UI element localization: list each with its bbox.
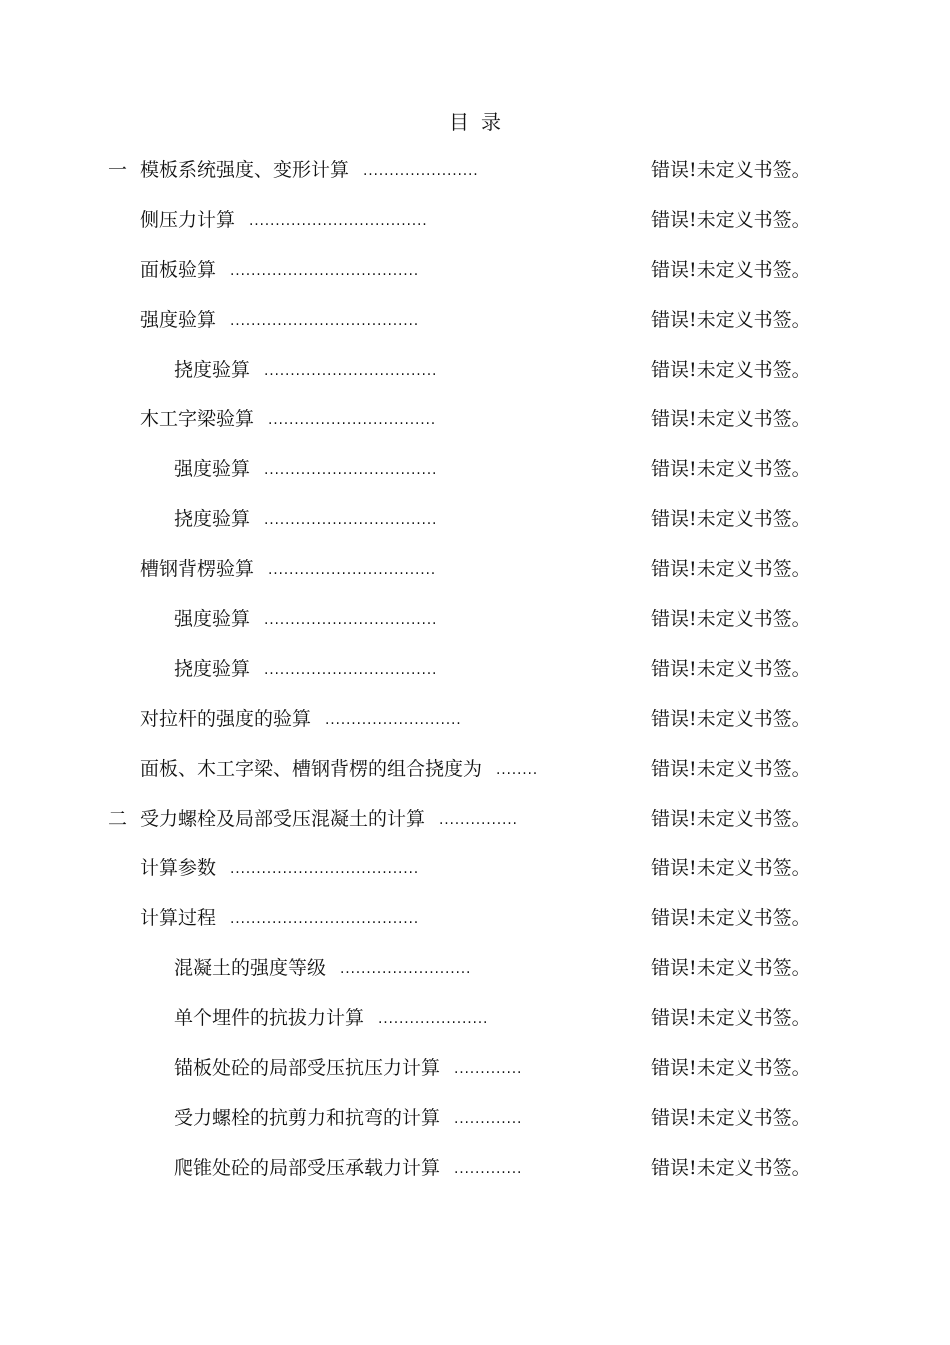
toc-entry-label: 模板系统强度、变形计算 [140,159,350,181]
toc-entry-page-ref[interactable]: 错误!未定义书签。 [651,558,811,581]
toc-entry-title[interactable] [174,1100,522,1137]
toc-dot-leader: ................................ [268,412,437,429]
toc-entry-label: 受力螺栓及局部受压混凝土的计算 [140,807,426,830]
toc-entry-title[interactable] [174,651,437,688]
toc-entry-label: 受力螺栓的抗剪力和抗弯的计算 [174,1106,441,1129]
toc-entry-page-ref[interactable]: 错误!未定义书签。 [651,159,811,181]
toc-entry[interactable] [0,850,950,900]
toc-entry-page-ref[interactable]: 错误!未定义书签。 [651,308,811,331]
toc-entry-page-ref[interactable]: 错误!未定义书签。 [651,757,811,780]
toc-entry-page-ref[interactable]: 错误!未定义书签。 [651,707,811,730]
toc-entry-label: 计算过程 [140,907,217,930]
toc-entry-label: 挠度验算 [174,657,251,680]
toc-entry[interactable] [0,302,950,352]
toc-dot-leader: ............. [454,1061,523,1078]
toc-entry-page-ref[interactable]: 错误!未定义书签。 [651,657,811,680]
toc-entry[interactable] [0,202,950,252]
toc-entry-page-ref[interactable]: 错误!未定义书签。 [651,1106,811,1129]
toc-entry[interactable] [0,1000,950,1050]
toc-entry-page-ref[interactable]: 错误!未定义书签。 [651,458,811,481]
toc-entry[interactable] [0,801,950,851]
toc-entry-label: 挠度验算 [174,358,251,381]
toc-entry-title[interactable] [140,701,462,738]
toc-entry-label: 面板验算 [140,258,217,281]
toc-entry-number: 一 [108,159,128,181]
toc-entry-label: 强度验算 [174,458,251,481]
toc-dot-leader: .................................... [230,911,420,928]
toc-entry[interactable] [0,751,950,801]
toc-dot-leader: .................................. [249,212,428,229]
toc-entry-label: 槽钢背楞验算 [140,558,255,581]
toc-entry-title[interactable] [174,950,471,987]
toc-dot-leader: ................................. [264,661,438,678]
toc-entry-page-ref[interactable]: 错误!未定义书签。 [651,807,811,830]
toc-entry-title[interactable] [174,1150,522,1187]
toc-entry[interactable] [0,900,950,950]
toc-entry-page-ref[interactable]: 错误!未定义书签。 [651,957,811,980]
toc-entry-title[interactable] [140,551,436,588]
toc-entry-page-ref[interactable]: 错误!未定义书签。 [651,1057,811,1080]
toc-entry-title[interactable] [140,801,518,838]
toc-dot-leader: .................................... [230,312,420,329]
toc-entry-number: 二 [108,807,128,830]
toc-dot-leader: ................................. [264,512,438,529]
toc-entry-title[interactable] [140,401,436,438]
toc-entry[interactable] [0,1150,950,1200]
toc-entry-title[interactable] [140,152,479,189]
toc-entry[interactable] [0,950,950,1000]
toc-entry[interactable] [0,501,950,551]
toc-entry-page-ref[interactable]: 错误!未定义书签。 [651,358,811,381]
toc-entry[interactable] [0,551,950,601]
toc-dot-leader: .................................... [230,262,420,279]
toc-dot-leader: ...................... [363,163,479,179]
toc-entry-title[interactable] [140,252,419,289]
toc-title [0,106,950,135]
toc-entry[interactable] [0,252,950,302]
toc-dot-leader: ................................. [264,612,438,629]
toc-entry[interactable] [0,1050,950,1100]
toc-entry-label: 混凝土的强度等级 [174,957,327,980]
toc-dot-leader: ............. [454,1110,523,1127]
toc-entry[interactable] [0,152,950,202]
toc-entry[interactable] [0,651,950,701]
toc-entry-page-ref[interactable]: 错误!未定义书签。 [651,857,811,880]
toc-entry-label: 对拉杆的强度的验算 [140,707,312,730]
toc-entry-title[interactable] [140,751,538,788]
toc-entry-page-ref[interactable]: 错误!未定义书签。 [651,1007,811,1030]
toc-entry-label: 锚板处砼的局部受压抗压力计算 [174,1057,441,1080]
toc-entry-page-ref[interactable]: 错误!未定义书签。 [651,208,811,231]
toc-dot-leader: .......................... [325,711,462,728]
toc-entry-title[interactable] [174,501,437,538]
toc-dot-leader: ............. [454,1160,523,1177]
toc-dot-leader: ............... [439,811,518,828]
toc-dot-leader: ................................. [264,362,438,379]
toc-entry-label: 计算参数 [140,857,217,880]
toc-entry-label: 爬锥处砼的局部受压承载力计算 [174,1156,441,1179]
toc-dot-leader: ........ [496,761,539,778]
toc-entry-label: 强度验算 [174,608,251,631]
toc-entry[interactable] [0,1100,950,1150]
toc-title-char: 目 [449,110,469,134]
toc-entry-page-ref[interactable]: 错误!未定义书签。 [651,258,811,281]
toc-list [0,152,950,1200]
toc-entry-title[interactable] [174,1050,522,1087]
toc-dot-leader: .................................... [230,861,420,878]
toc-entry-title[interactable] [140,202,428,239]
toc-entry-page-ref[interactable]: 错误!未定义书签。 [651,608,811,631]
toc-entry[interactable] [0,701,950,751]
toc-entry[interactable] [0,451,950,501]
toc-entry-label: 木工字梁验算 [140,408,255,431]
toc-entry-label: 挠度验算 [174,508,251,531]
toc-entry-title[interactable] [174,1000,488,1037]
toc-entry[interactable] [0,401,950,451]
toc-entry-title[interactable] [174,451,437,488]
toc-entry-title[interactable] [140,850,419,887]
toc-dot-leader: ................................ [268,562,437,579]
toc-dot-leader: ................................. [264,462,438,479]
toc-entry-label: 侧压力计算 [140,208,236,231]
toc-entry[interactable] [0,601,950,651]
toc-entry-title[interactable] [174,601,437,638]
toc-entry-label: 强度验算 [140,308,217,331]
toc-entry-title[interactable] [140,302,419,339]
toc-entry-page-ref[interactable]: 错误!未定义书签。 [651,1156,811,1179]
toc-entry[interactable] [0,352,950,402]
toc-entry-label: 面板、木工字梁、槽钢背楞的组合挠度为 [140,757,483,780]
toc-entry-title[interactable] [174,352,437,389]
toc-entry-title[interactable] [140,900,419,937]
toc-entry-page-ref[interactable]: 错误!未定义书签。 [651,408,811,431]
toc-entry-label: 单个埋件的抗拔力计算 [174,1007,365,1030]
toc-dot-leader: ..................... [378,1011,489,1028]
toc-dot-leader: ......................... [340,961,472,978]
toc-entry-page-ref[interactable]: 错误!未定义书签。 [651,508,811,531]
toc-title-char: 录 [481,110,501,134]
toc-entry-page-ref[interactable]: 错误!未定义书签。 [651,907,811,930]
